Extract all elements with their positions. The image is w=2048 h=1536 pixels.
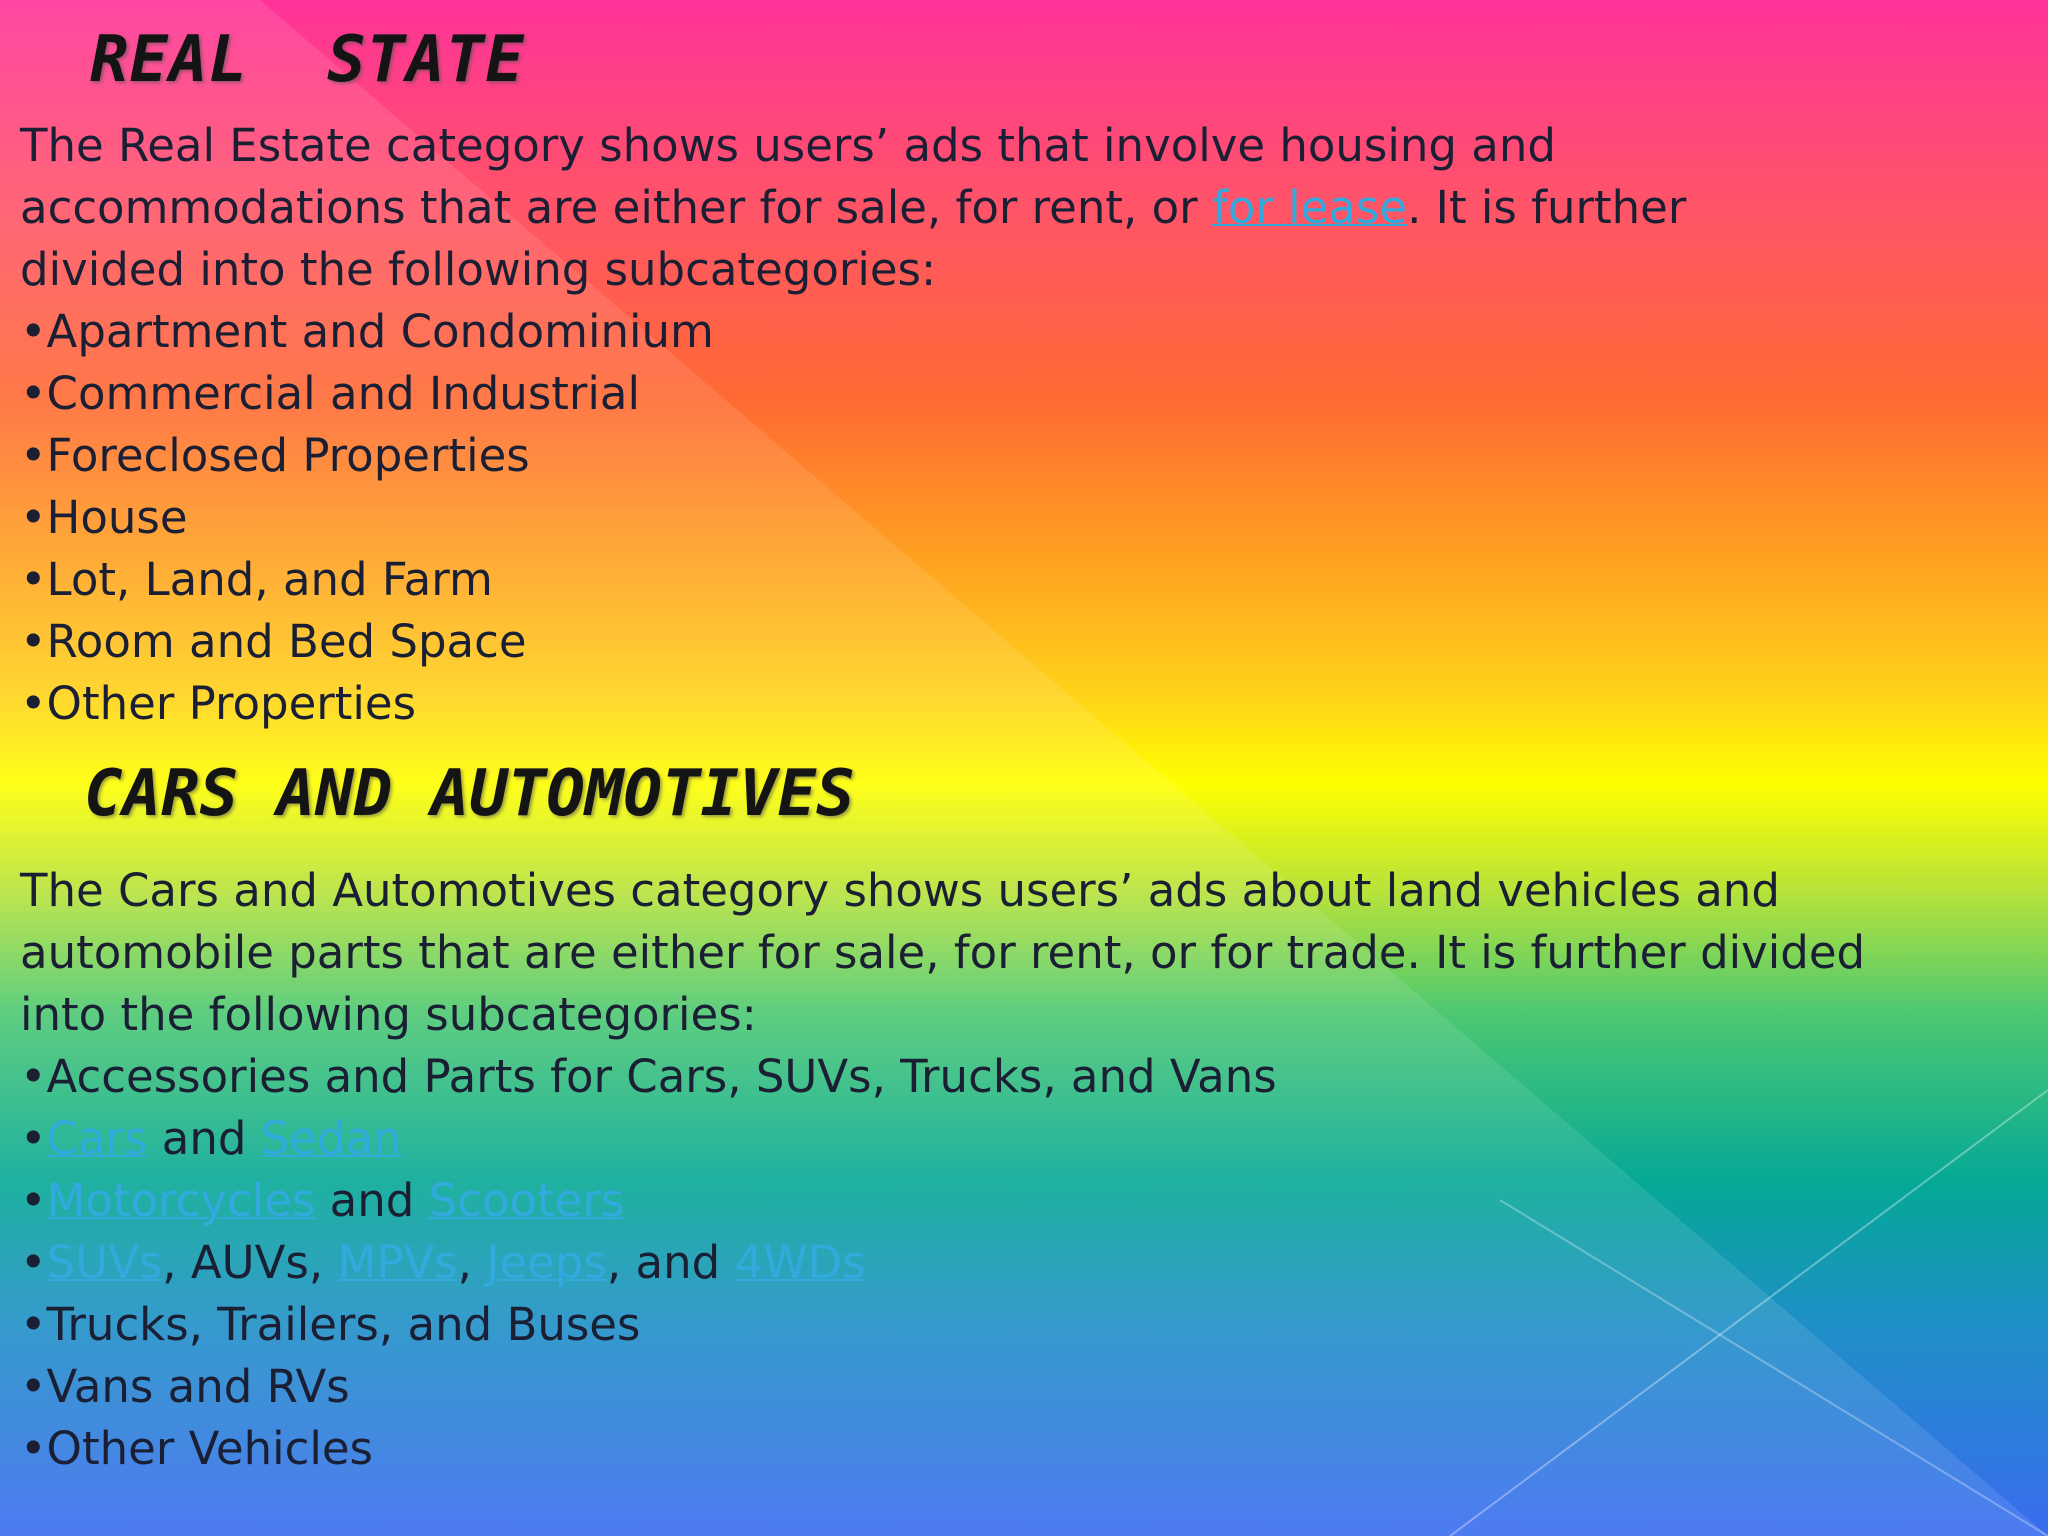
list-item: •Vans and RVs: [20, 1360, 350, 1413]
list-item: •Other Properties: [20, 677, 417, 730]
suvs-link[interactable]: SUVs: [46, 1236, 163, 1289]
cars-automotives-heading: CARS AND AUTOMOTIVES: [84, 757, 855, 831]
real-estate-body: [20, 115, 1686, 735]
list-item: •Apartment and Condominium: [20, 305, 714, 358]
list-item: •Room and Bed Space: [20, 615, 527, 668]
bullet-dot: •: [20, 1174, 47, 1227]
4wds-link[interactable]: 4WDs: [734, 1236, 866, 1289]
list-item: [20, 1232, 1865, 1294]
cars-link[interactable]: Cars: [46, 1112, 148, 1165]
separator-text: , AUVs,: [162, 1236, 338, 1289]
scooters-link[interactable]: Scooters: [428, 1174, 625, 1227]
list-item: •Commercial and Industrial: [20, 367, 641, 420]
real-estate-intro-line: The Real Estate category shows users’ ads that involve housing and: [20, 119, 1556, 172]
real-estate-intro-line: divided into the following subcategories:: [20, 243, 937, 296]
real-estate-heading: REAL STATE: [90, 23, 525, 97]
separator-text: , and: [606, 1236, 735, 1289]
intro-text: accommodations that are either for sale, for rent, or: [20, 181, 1212, 234]
jeeps-link[interactable]: Jeeps: [486, 1236, 607, 1289]
list-item: •Other Vehicles: [20, 1422, 373, 1475]
list-item: •Foreclosed Properties: [20, 429, 530, 482]
mpvs-link[interactable]: MPVs: [337, 1236, 458, 1289]
intro-text: . It is further: [1407, 181, 1687, 234]
cars-intro-line: into the following subcategories:: [20, 988, 757, 1041]
separator-text: and: [147, 1112, 261, 1165]
list-item: •Accessories and Parts for Cars, SUVs, Trucks, and Vans: [20, 1050, 1277, 1103]
for-lease-link[interactable]: for lease: [1211, 181, 1408, 234]
cars-automotives-body: [20, 860, 1865, 1480]
list-item: •Trucks, Trailers, and Buses: [20, 1298, 641, 1351]
sedan-link[interactable]: Sedan: [260, 1112, 402, 1165]
list-item: [20, 1170, 1865, 1232]
bullet-dot: •: [20, 1236, 47, 1289]
separator-text: ,: [457, 1236, 487, 1289]
list-item: •House: [20, 491, 188, 544]
list-item: [20, 1108, 1865, 1170]
bullet-dot: •: [20, 1112, 47, 1165]
cars-intro-line: automobile parts that are either for sale, for rent, or for trade. It is further divided: [20, 926, 1866, 979]
separator-text: and: [315, 1174, 429, 1227]
cars-intro-line: The Cars and Automotives category shows users’ ads about land vehicles and: [20, 864, 1780, 917]
list-item: •Lot, Land, and Farm: [20, 553, 493, 606]
motorcycles-link[interactable]: Motorcycles: [46, 1174, 316, 1227]
real-estate-intro-line: [20, 177, 1686, 239]
